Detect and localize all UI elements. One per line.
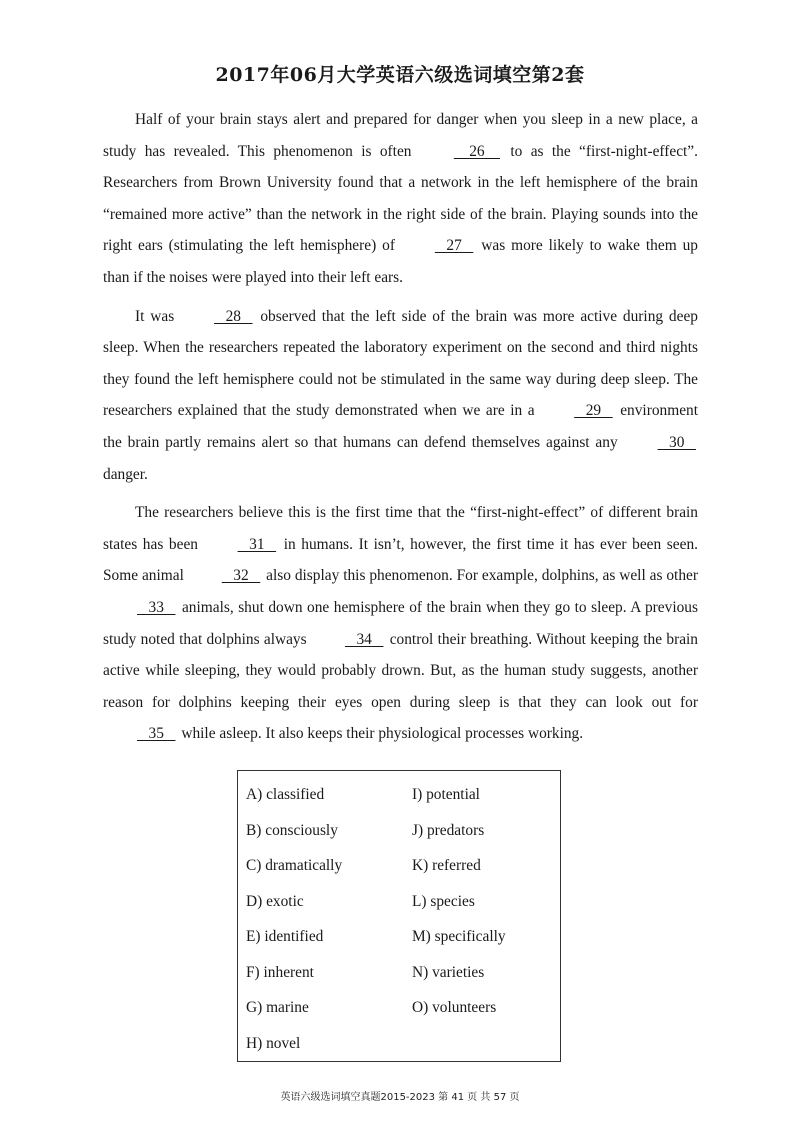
option-n: N) varieties xyxy=(412,963,485,981)
paragraph-text: animals, shut down one hemisphere of the brain when they go to sleep. A previous study noted that dolphins always xyxy=(103,598,698,648)
paragraph-text: to as the “first-night-effect”. Researchers from Brown University found that a network in the left hemisphere of the brain “remained more active” than the network in the right side of the brain. Playing sounds into the right ears (stimulating the left hemisphere) of xyxy=(103,142,698,255)
blank-29: 29 xyxy=(574,402,613,420)
blank-30: 30 xyxy=(657,433,696,451)
option-m: M) specifically xyxy=(412,928,506,945)
option-g: G) marine xyxy=(246,999,309,1016)
option-b: B) consciously xyxy=(246,821,338,839)
paragraph-text: It was xyxy=(135,307,181,325)
paragraph-text: while asleep. It also keeps their physiological processes working. xyxy=(177,725,584,743)
reading-passage xyxy=(103,104,698,757)
word-bank-right-column xyxy=(412,777,506,1026)
blank-32: 32 xyxy=(221,567,261,585)
page-footer: 英语六级选词填空真题2015-2023 第 41 页 共 57 页 xyxy=(280,1092,520,1103)
paragraph-3 xyxy=(103,497,698,750)
paragraph-text: control their breathing. Without keeping the brain active while sleeping, they would probably drown. But, as the human study suggests, another reason for dolphins keeping their eyes open during sleep is that they can look out for xyxy=(103,630,699,711)
paragraph-text: was more likely to wake them up than if the noises were played into their left ears. xyxy=(103,237,698,286)
blank-34: 34 xyxy=(344,630,384,648)
option-k: K) referred xyxy=(412,857,481,874)
page-title: 2017年06月大学英语六级选词填空第2套 xyxy=(215,64,585,86)
option-f: F) inherent xyxy=(246,963,314,981)
paragraph-text: Half of your brain stays alert and prepared for danger when you sleep in a new place, a study has revealed. This phenomenon is often xyxy=(103,111,698,160)
paragraph-text: environment the brain partly remains alert so that humans can defend themselves against any xyxy=(103,402,698,451)
word-bank-left-column xyxy=(246,777,342,1061)
option-i: I) potential xyxy=(412,786,480,803)
word-bank xyxy=(237,770,561,1062)
paragraph-2 xyxy=(103,301,698,491)
option-h: H) novel xyxy=(246,1034,301,1052)
paragraph-text: in humans. It isn’t, however, the first time it has ever been seen. Some animal xyxy=(103,535,698,585)
blank-26: 26 xyxy=(453,142,501,160)
blank-31: 31 xyxy=(237,535,277,553)
paragraph-text: The researchers believe this is the first time that the “first-night-effect” of different brain states has been xyxy=(103,504,698,553)
option-a: A) classified xyxy=(246,786,325,803)
paragraph-text: danger. xyxy=(103,465,148,483)
paragraph-text: also display this phenomenon. For example, dolphins, as well as other xyxy=(262,567,698,585)
blank-28: 28 xyxy=(214,307,253,325)
option-c: C) dramatically xyxy=(246,857,343,874)
option-l: L) species xyxy=(412,892,475,910)
blank-33: 33 xyxy=(137,598,176,616)
blank-27: 27 xyxy=(434,237,474,255)
option-o: O) volunteers xyxy=(412,999,497,1016)
blank-35: 35 xyxy=(137,725,176,743)
option-j: J) predators xyxy=(412,821,485,839)
paragraph-text: observed that the left side of the brain was more active during deep sleep. When the researchers repeated the laboratory experiment on the second and third nights they found the left hemisphere could not be stimulated in the same way during deep sleep. The researchers explained that the study demonstrated when we are in a xyxy=(103,307,698,420)
paragraph-1 xyxy=(103,104,698,294)
option-e: E) identified xyxy=(246,928,324,945)
option-d: D) exotic xyxy=(246,892,304,910)
